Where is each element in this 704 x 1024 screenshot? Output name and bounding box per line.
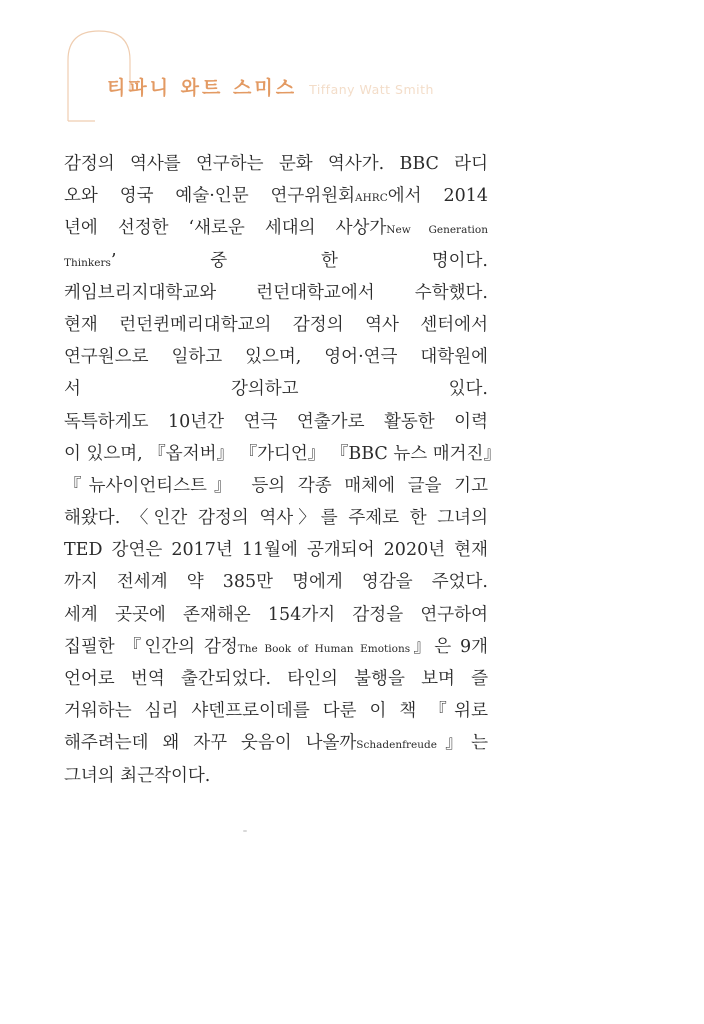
bio-text: 서 강의하고 있다. <box>64 379 488 400</box>
bio-text: 』은 9개 <box>410 636 489 657</box>
bio-latin-annotation: Schadenfreude <box>356 739 437 752</box>
bio-line <box>64 341 488 373</box>
bio-line <box>64 373 488 405</box>
author-biography <box>64 148 501 792</box>
bio-text: 에서 2014 <box>387 186 488 207</box>
bio-line <box>64 663 488 695</box>
bio-text: 세계 곳곳에 존재해온 154가지 감정을 연구하여 <box>64 604 488 625</box>
author-name-korean: 티파니 와트 스미스 <box>107 77 298 99</box>
bio-text: 해왔다. 〈인간 감정의 역사〉를 주제로 한 그녀의 <box>64 508 488 529</box>
bio-text: 언어로 번역 출간되었다. 타인의 불행을 보며 즐 <box>64 669 488 689</box>
bio-latin-annotation: The Book of Human Emotions <box>237 642 411 655</box>
author-name-english: Tiffany Watt Smith <box>309 82 434 97</box>
bio-text: 감정의 역사를 연구하는 문화 역사가. BBC 라디 <box>64 154 488 174</box>
bio-latin-annotation: AHRC <box>355 192 388 205</box>
bio-text: 그녀의 최근작이다. <box>64 765 211 786</box>
bio-line <box>64 180 488 212</box>
bio-line <box>64 727 488 759</box>
bio-text: 독특하게도 10년간 연극 연출가로 활동한 이력 <box>64 411 488 432</box>
bio-text: 해주려는데 왜 자꾸 웃음이 나올까 <box>64 733 357 754</box>
bio-text: TED 강연은 2017년 11월에 공개되어 2020년 현재 <box>64 540 488 561</box>
bio-line <box>64 534 488 566</box>
bio-text: 이 있으며, 『옵저버』 『가디언』 『BBC 뉴스 매거진』 <box>64 443 501 464</box>
bio-text: 년에 선정한 ‘새로운 세대의 사상가 <box>64 218 387 239</box>
author-header <box>107 73 434 99</box>
bio-line <box>64 309 488 341</box>
bio-line <box>64 245 488 277</box>
bio-line <box>64 148 488 180</box>
bio-line <box>64 277 488 309</box>
bio-text: 까지 전세계 약 385만 명에게 영감을 주었다. <box>64 572 488 593</box>
bio-latin-annotation: Thinkers <box>64 256 111 269</box>
bio-text: 오와 영국 예술·인문 연구위원회 <box>64 186 356 207</box>
bio-line <box>64 438 501 470</box>
bio-line <box>64 502 488 534</box>
bio-text: 집필한 『인간의 감정 <box>64 636 238 657</box>
bio-text: 거워하는 심리 샤덴프로이데를 다룬 이 책 『위로 <box>64 701 488 722</box>
bio-line <box>64 599 488 631</box>
bio-text: 케임브리지대학교와 런던대학교에서 수학했다. <box>64 282 488 303</box>
bio-text: 』는 <box>436 733 489 754</box>
paper-speck <box>243 830 247 832</box>
bio-line <box>64 406 488 438</box>
bio-line <box>64 566 488 598</box>
bio-line <box>64 631 488 663</box>
bio-text: 연구원으로 일하고 있으며, 영어·연극 대학원에 <box>64 347 488 368</box>
bio-line <box>64 695 488 727</box>
bio-line <box>64 470 488 502</box>
bio-line <box>64 212 488 244</box>
bio-text: ’ 중 한 명이다. <box>110 250 488 271</box>
bio-text: 『뉴사이언티스트』 등의 각종 매체에 글을 기고 <box>64 475 488 496</box>
bio-line <box>64 760 488 792</box>
bio-latin-annotation: New Generation <box>386 224 488 237</box>
bio-text: 현재 런던퀸메리대학교의 감정의 역사 센터에서 <box>64 314 488 335</box>
